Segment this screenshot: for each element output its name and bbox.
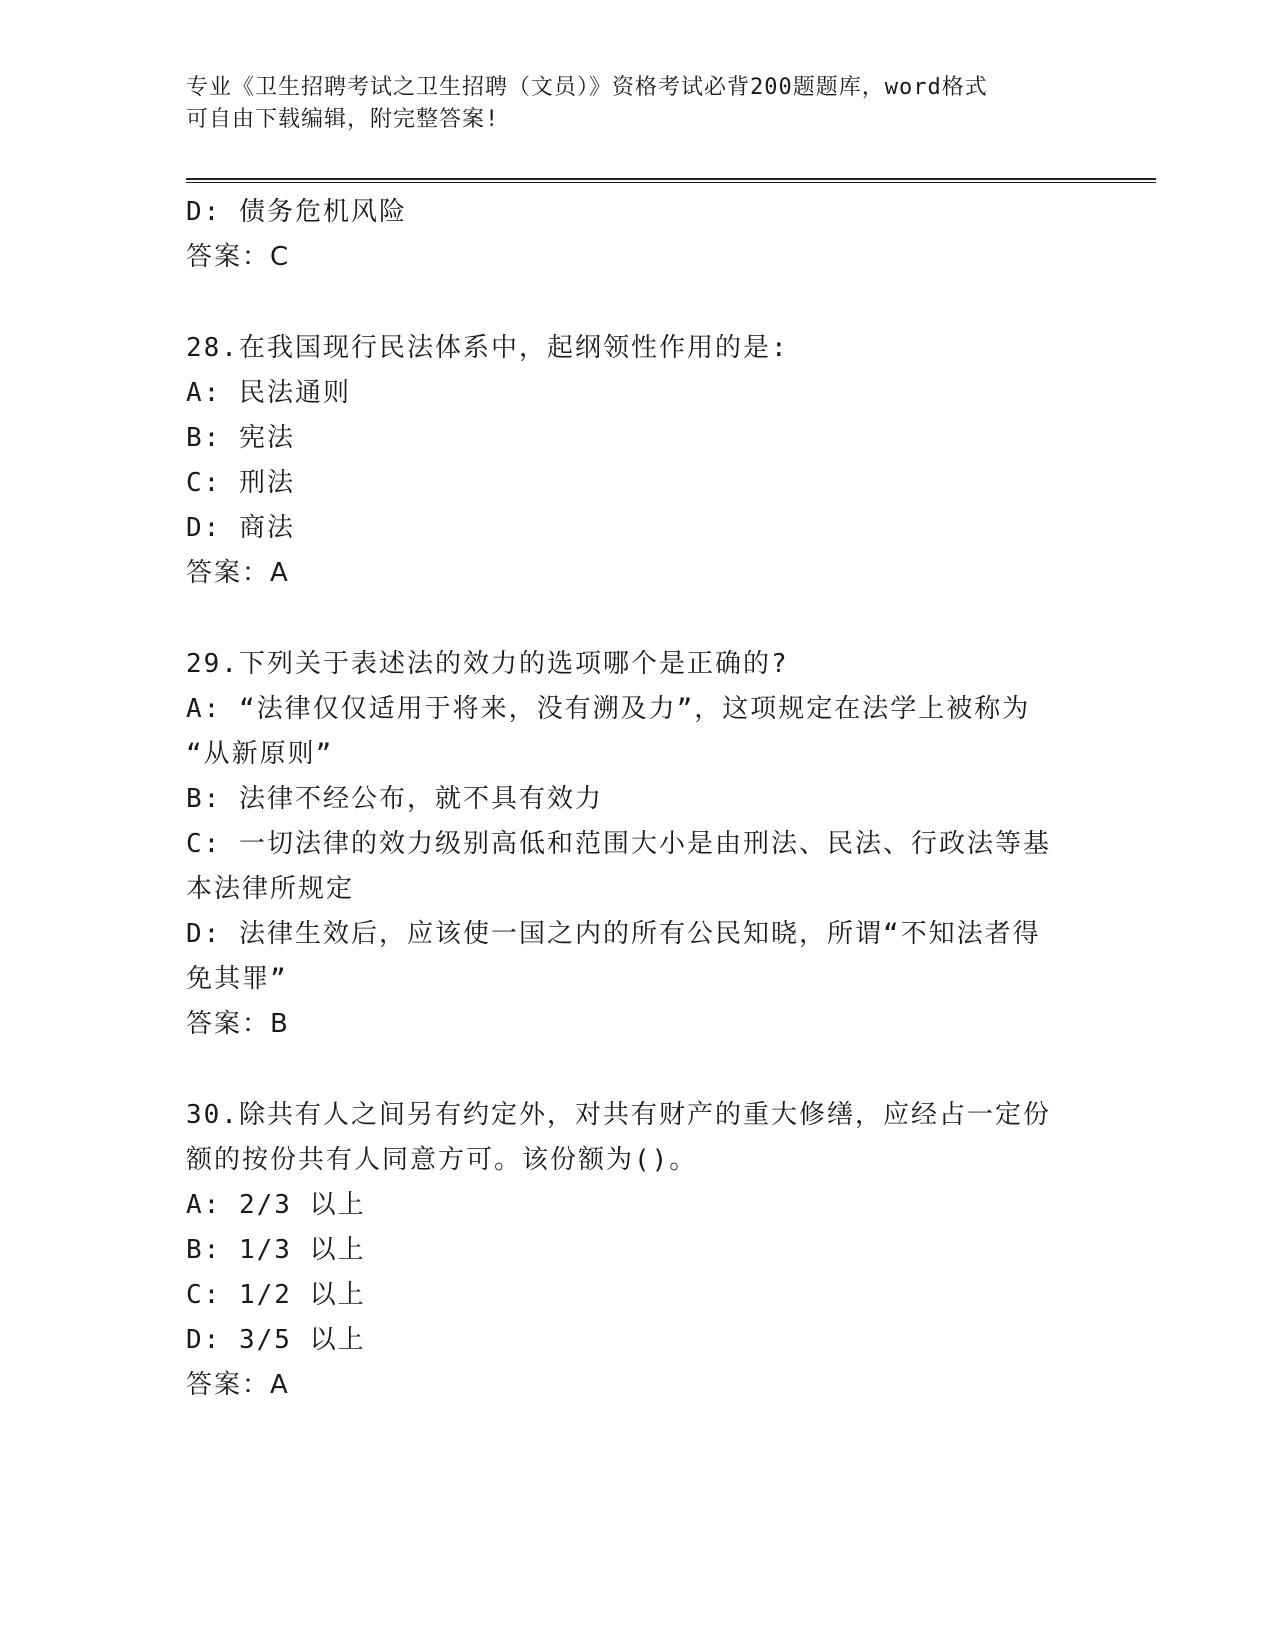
spacer [186, 280, 1086, 326]
question-30-option-a: A: 2/3 以上 [186, 1190, 366, 1220]
question-30-option-c: C: 1/2 以上 [186, 1280, 366, 1310]
prev-question-answer: 答案：C [186, 242, 291, 272]
header-title-line-1: 专业《卫生招聘考试之卫生招聘（文员）》资格考试必背200题题库，word格式 [186, 75, 988, 100]
question-30-stem-line-2: 额的按份共有人同意方可。该份额为()。 [186, 1145, 698, 1175]
header-title-line-2: 可自由下载编辑，附完整答案! [186, 107, 500, 132]
question-28-stem: 28.在我国现行民法体系中，起纲领性作用的是: [186, 333, 789, 363]
question-30-option-b: B: 1/3 以上 [186, 1235, 366, 1265]
question-content [186, 190, 1086, 1408]
question-28-answer: 答案：A [186, 558, 290, 588]
header-divider [186, 178, 1156, 183]
question-28-option-a: A: 民法通则 [186, 378, 351, 408]
question-29-answer: 答案：B [186, 1009, 290, 1039]
question-29-option-b: B: 法律不经公布，就不具有效力 [186, 784, 603, 814]
question-29-option-d-line-1: D: 法律生效后，应该使一国之内的所有公民知晓，所谓“不知法者得 [186, 919, 1041, 949]
question-28-option-b: B: 宪法 [186, 423, 295, 453]
question-30-option-d: D: 3/5 以上 [186, 1325, 366, 1355]
question-28-option-c: C: 刑法 [186, 468, 295, 498]
question-29-option-a-line-2: “从新原则” [186, 739, 334, 769]
question-29-option-d-line-2: 免其罪” [186, 964, 288, 994]
question-30-answer: 答案：A [186, 1370, 290, 1400]
question-28-option-d: D: 商法 [186, 513, 295, 543]
question-29-stem: 29.下列关于表述法的效力的选项哪个是正确的? [186, 649, 789, 679]
document-header [186, 72, 1086, 136]
prev-question-option-d: D: 债务危机风险 [186, 197, 407, 227]
spacer [186, 596, 1086, 642]
spacer [186, 1047, 1086, 1093]
question-29-option-c-line-1: C: 一切法律的效力级别高低和范围大小是由刑法、民法、行政法等基 [186, 829, 1051, 859]
question-29-option-c-line-2: 本法律所规定 [186, 874, 355, 904]
question-30-stem-line-1: 30.除共有人之间另有约定外，对共有财产的重大修缮，应经占一定份 [186, 1100, 1051, 1130]
question-29-option-a-line-1: A: “法律仅仅适用于将来，没有溯及力”，这项规定在法学上被称为 [186, 694, 1031, 724]
